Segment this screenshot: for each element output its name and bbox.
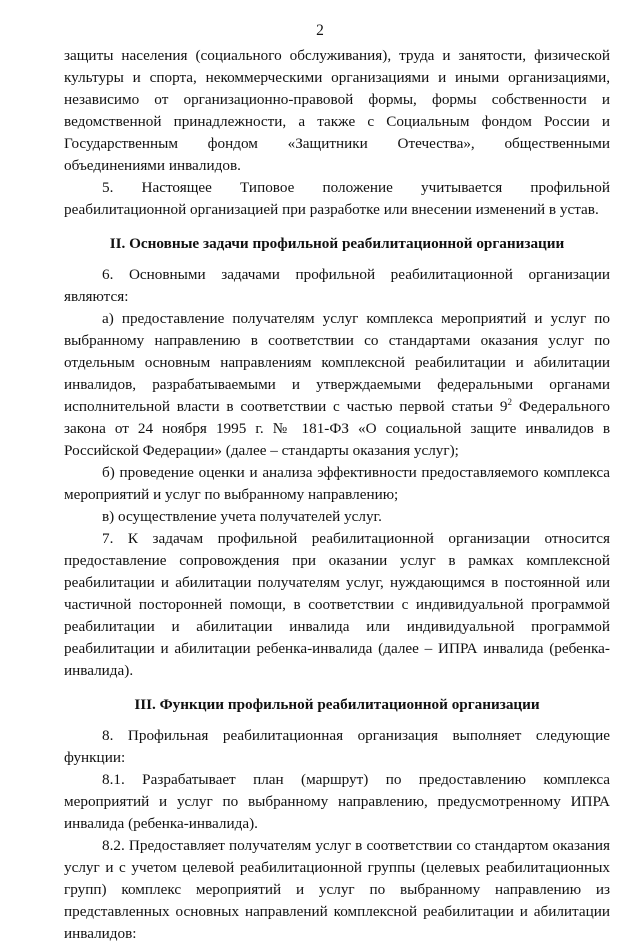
page-number: 2 <box>316 22 324 39</box>
paragraph-6c: в) осуществление учета получателей услуг. <box>102 508 382 525</box>
paragraph-6a-text: а) предоставление получателям услуг комплекса мероприятий и услуг по выбранному направлению в соответствии со стандартами оказания услуг по отдельным основным направлениям комплексной реабилитации и абилитации инвалидов, разрабатываемыми и утверждаемыми федеральными органами исполнительной власти в соответствии с частью первой статьи 9 <box>64 310 610 415</box>
paragraph-8-1: 8.1. Разрабатывает план (маршрут) по предоставлению комплекса мероприятий и услуг по выбранному направлению, предусмотренному ИПРА инвалида (ребенка-инвалида). <box>64 771 610 832</box>
paragraph-7: 7. К задачам профильной реабилитационной организации относится предоставление сопровождения при оказании услуг в рамках комплексной реабилитации и абилитации получателям услуг, нуждающимся в постоянной или частичной посторонней помощи, в соответствии с индивидуальной программой реабилитации и абилитации инвалида или индивидуальной программой реабилитации и абилитации ребенка-инвалида (далее – ИПРА инвалида (ребенка-инвалида). <box>64 530 610 679</box>
paragraph-6b: б) проведение оценки и анализа эффективности предоставляемого комплекса мероприятий и услуг по выбранному направлению; <box>64 464 610 503</box>
paragraph-6a-text-end: Федерального закона от 24 ноября 1995 г. № 181-ФЗ «О социальной защите инвалидов в Российской Федерации» (далее – стандарты оказания услуг); <box>64 398 610 459</box>
section-2-heading: II. Основные задачи профильной реабилитационной организации <box>109 235 565 252</box>
paragraph-6a-superscript: 2 <box>507 396 513 407</box>
intro-paragraph: защиты населения (социального обслуживания), труда и занятости, физической культуры и спорта, некоммерческими организациями и иными организациями, независимо от организационно-правовой формы, формы собственности и ведомственной принадлежности, а также с Социальным фондом России и Государственным фондом «Защитники Отечества», общественными объединениями инвалидов. <box>64 47 610 174</box>
paragraph-8-2: 8.2. Предоставляет получателям услуг в соответствии со стандартом оказания услуг и с учетом целевой реабилитационной группы (целевых реабилитационных групп) комплекс мероприятий и услуг по выбранному направлению из представленных основных направлений комплексной реабилитации и абилитации инвалидов: <box>64 837 610 942</box>
paragraph-5: 5. Настоящее Типовое положение учитывается профильной реабилитационной организацией при разработке или внесении изменений в устав. <box>64 179 610 218</box>
paragraph-8: 8. Профильная реабилитационная организация выполняет следующие функции: <box>64 727 610 766</box>
section-3-heading: III. Функции профильной реабилитационной организации <box>134 696 540 713</box>
document-body <box>64 45 610 945</box>
paragraph-6: 6. Основными задачами профильной реабилитационной организации являются: <box>64 266 610 305</box>
paragraph-6a <box>64 308 610 462</box>
